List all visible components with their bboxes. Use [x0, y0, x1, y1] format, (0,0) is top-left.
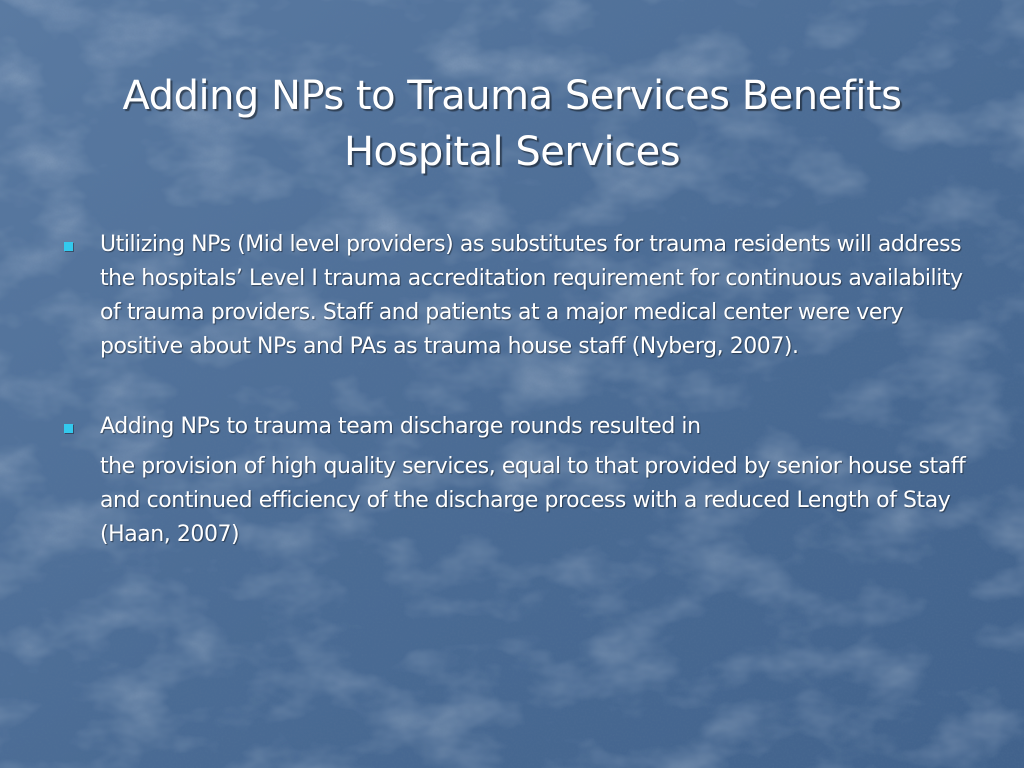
bullet-text: Utilizing NPs (Mid level providers) as substitutes for trauma residents will address the hospitals’ Level I trauma accreditation requirement for continuous availability of trauma providers. Staff and patients at a major medical center were very positive about NPs and PAs as trauma house staff (Nyberg, 2007).: [100, 232, 963, 359]
slide-title: [20, 68, 1004, 180]
bullet-text: Adding NPs to trauma team discharge rounds resulted in: [100, 414, 701, 439]
square-bullet-icon: [64, 242, 73, 251]
bullet-list: [62, 228, 972, 552]
bullet-item-discharge-rounds: [62, 410, 972, 552]
slide-title-line-1: Adding NPs to Trauma Services Benefits: [122, 73, 902, 119]
slide-title-line-2: Hospital Services: [343, 129, 681, 175]
bullet-continuation-text: the provision of high quality services, equal to that provided by senior house staff and continued efficiency of the discharge process with a reduced Length of Stay (Haan, 2007): [100, 454, 966, 547]
bullet-item-nps-substitutes: [62, 228, 972, 364]
square-bullet-icon: [64, 424, 73, 433]
